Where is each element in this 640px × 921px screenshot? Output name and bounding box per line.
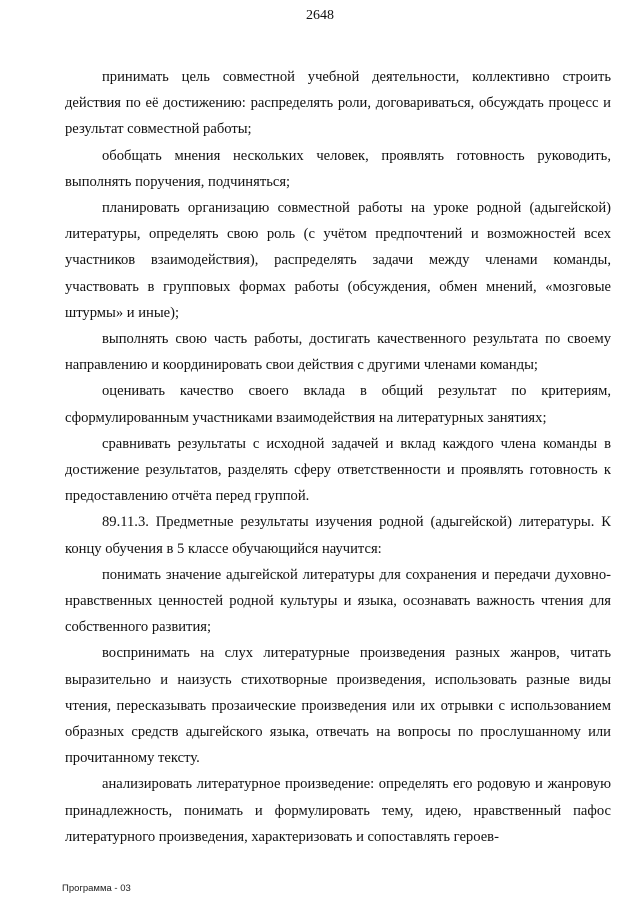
paragraph: сравнивать результаты с исходной задачей и вклад каждого члена команды в достижение результатов, разделять сферу ответственности и проявлять готовность к предоставлению отчёта перед группой. (65, 435, 611, 505)
paragraph: планировать организацию совместной работы на уроке родной (адыгейской) литературы, определять свою роль (с учётом предпочтений и возможностей всех участников взаимодействия), распределять задачи между членами команды, участвовать в групповых формах работы (обсуждения, обмен мнений, «мозговые штурмы» и иные); (65, 200, 611, 321)
document-body (65, 64, 611, 850)
paragraph: анализировать литературное произведение: определять его родовую и жанровую принадлежность, понимать и формулировать тему, идею, нравственный пафос литературного произведения, характеризовать и сопоставлять героев- (65, 776, 611, 845)
paragraph: понимать значение адыгейской литературы для сохранения и передачи духовно-нравственных ценностей родной культуры и языка, осознавать важность чтения для собственного развития; (65, 566, 611, 636)
paragraph: выполнять свою часть работы, достигать качественного результата по своему направлению и координировать свои действия с другими членами команды; (65, 331, 611, 374)
paragraph: принимать цель совместной учебной деятельности, коллективно строить действия по её достижению: распределять роли, договариваться, обсуждать процесс и результат совместной работы; (65, 69, 611, 138)
section-heading-paragraph: 89.11.3. Предметные результаты изучения родной (адыгейской) литературы. К концу обучения в 5 классе обучающийся научится: (65, 514, 611, 557)
page-number: 2648 (306, 8, 334, 23)
paragraph: оценивать качество своего вклада в общий результат по критериям, сформулированным участниками взаимодействия на литературных занятиях; (65, 383, 611, 426)
paragraph: обобщать мнения нескольких человек, проявлять готовность руководить, выполнять поручения, подчиняться; (65, 147, 611, 190)
page-footer: Программа - 03 (62, 883, 131, 894)
paragraph: воспринимать на слух литературные произведения разных жанров, читать выразительно и наизусть стихотворные произведения, использовать разные виды чтения, пересказывать прозаические произведения или их отрывки с использованием образных средств адыгейского языка, отвечать на вопросы по прослушанному или прочитанному тексту. (65, 645, 611, 767)
